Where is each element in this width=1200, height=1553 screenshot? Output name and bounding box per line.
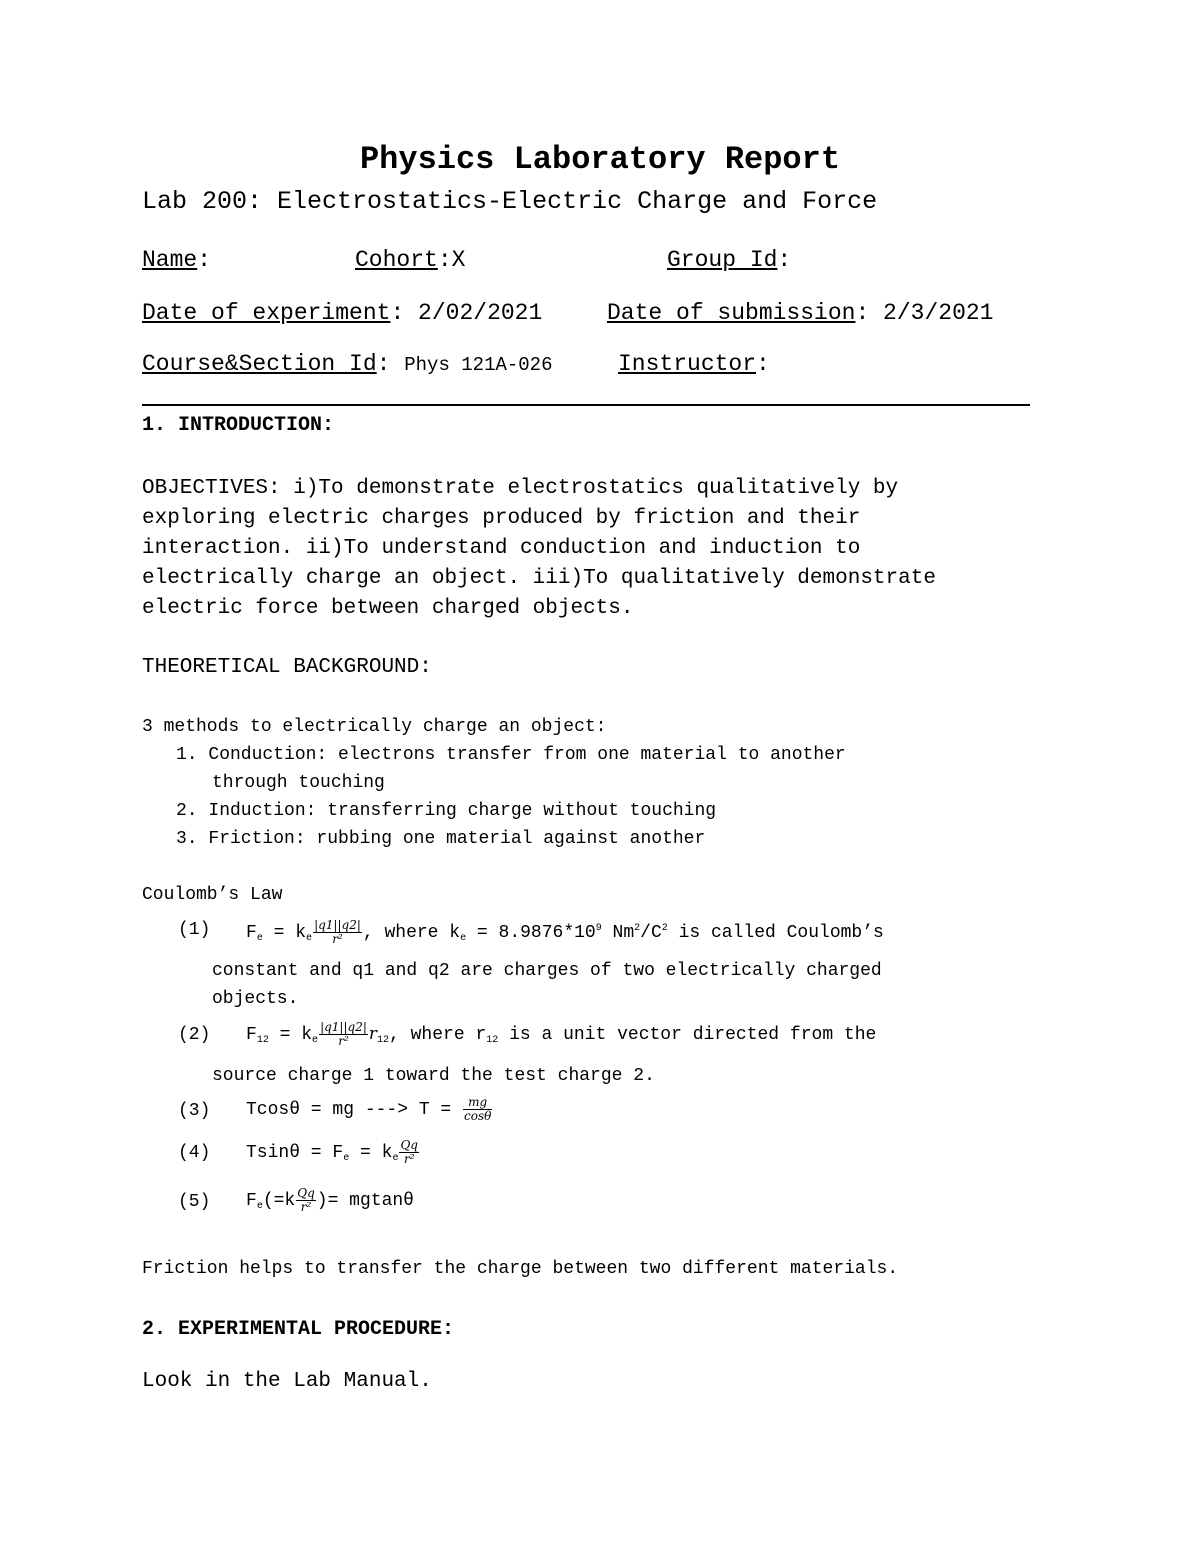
objectives-line: electrically charge an object. iii)To qualitatively demonstrate bbox=[142, 567, 936, 590]
method-item: 2. Induction: transferring charge without touching bbox=[176, 801, 717, 821]
course-value: Phys 121A-026 bbox=[404, 354, 553, 376]
method-item: 1. Conduction: electrons transfer from one material to another bbox=[176, 745, 846, 765]
objectives-line: OBJECTIVES: i)To demonstrate electrostatics qualitatively by bbox=[142, 477, 899, 500]
cohort-value: :X bbox=[437, 247, 466, 273]
equation-2-number: (2) bbox=[178, 1025, 211, 1045]
header-divider bbox=[142, 404, 1030, 406]
cohort-field bbox=[355, 245, 465, 275]
date-submission-field bbox=[607, 298, 993, 328]
date-experiment-value: : 2/02/2021 bbox=[390, 300, 543, 326]
date-submission-value: : 2/3/2021 bbox=[855, 300, 994, 326]
group-sep: : bbox=[777, 247, 792, 273]
equation-5: $F_e(=k$ $\frac{Qq}{\text{r²}}$ )= mgtanθ bbox=[246, 1185, 414, 1214]
instructor-field bbox=[618, 349, 770, 379]
fraction: $\frac{Qq}{\text{r²}}$ bbox=[400, 1137, 418, 1166]
theory-heading: THEORETICAL BACKGROUND: bbox=[142, 656, 432, 679]
method-item-continued: through touching bbox=[212, 773, 385, 793]
fraction: $\frac{mg}{\cos\theta}$ bbox=[464, 1094, 492, 1123]
fraction: $\frac{|q1||q2|}{\text{r²}}$ bbox=[314, 917, 361, 946]
instructor-sep: : bbox=[756, 351, 770, 377]
equation-1-continued: constant and q1 and q2 are charges of two electrically charged bbox=[212, 961, 882, 981]
objectives-line: interaction. ii)To understand conduction and induction to bbox=[142, 537, 861, 560]
methods-intro: 3 methods to electrically charge an object: bbox=[142, 717, 607, 737]
equation-2-continued: source charge 1 toward the test charge 2. bbox=[212, 1066, 655, 1086]
equation-3: Tcosθ = mg ---> T = $\frac{mg}{\cos\theta}$ bbox=[246, 1094, 492, 1123]
cohort-label: Cohort bbox=[355, 247, 438, 273]
page-title: Physics Laboratory Report bbox=[359, 141, 841, 178]
group-field bbox=[667, 245, 791, 275]
fraction: $\frac{Qq}{\text{r²}}$ bbox=[297, 1185, 315, 1214]
equation-3-number: (3) bbox=[178, 1101, 211, 1121]
objectives-line: exploring electric charges produced by friction and their bbox=[142, 507, 861, 530]
procedure-heading: 2. EXPERIMENTAL PROCEDURE: bbox=[142, 1318, 455, 1341]
method-item: 3. Friction: rubbing one material against another bbox=[176, 829, 706, 849]
equation-1-continued: objects. bbox=[212, 989, 299, 1009]
instructor-label: Instructor bbox=[618, 351, 757, 377]
objectives-line: electric force between charged objects. bbox=[142, 597, 634, 620]
course-label: Course&Section Id bbox=[142, 351, 377, 377]
friction-note: Friction helps to transfer the charge between two different materials. bbox=[142, 1259, 899, 1279]
equation-2: $F_{12} = k_e$ $\frac{|q1||q2|}{\text{r²}}$ $r_{12}$, where $r_{12}$ is a unit vector directed from the bbox=[246, 1019, 877, 1048]
date-submission-label: Date of submission bbox=[607, 300, 856, 326]
objectives-paragraph bbox=[142, 474, 936, 624]
course-sep: : bbox=[376, 351, 405, 377]
equation-1: $F_e = k_e$ $\frac{|q1||q2|}{\text{r²}}$ , where $k_e = 8.9876*10^9$ $Nm^2/C^2$ is called Coulomb’s bbox=[246, 917, 884, 946]
equation-1-number: (1) bbox=[178, 920, 211, 940]
procedure-text: Look in the Lab Manual. bbox=[142, 1370, 432, 1393]
intro-heading: 1. INTRODUCTION: bbox=[142, 414, 335, 437]
equation-4-number: (4) bbox=[178, 1143, 211, 1163]
fraction: $\frac{|q1||q2|}{\text{r²}}$ bbox=[320, 1019, 367, 1048]
name-field bbox=[142, 245, 211, 275]
name-sep: : bbox=[197, 247, 212, 273]
course-field bbox=[142, 349, 552, 380]
date-experiment-label: Date of experiment bbox=[142, 300, 391, 326]
equation-4: $Tsin\theta = F_e = k_e$ $\frac{Qq}{\text{r²}}$ bbox=[246, 1137, 418, 1166]
date-experiment-field bbox=[142, 298, 542, 328]
name-label: Name bbox=[142, 247, 198, 273]
coulomb-heading: Coulomb’s Law bbox=[142, 885, 283, 905]
equation-5-number: (5) bbox=[178, 1192, 211, 1212]
lab-subtitle: Lab 200: Electrostatics-Electric Charge and Force bbox=[142, 187, 878, 216]
group-label: Group Id bbox=[667, 247, 778, 273]
